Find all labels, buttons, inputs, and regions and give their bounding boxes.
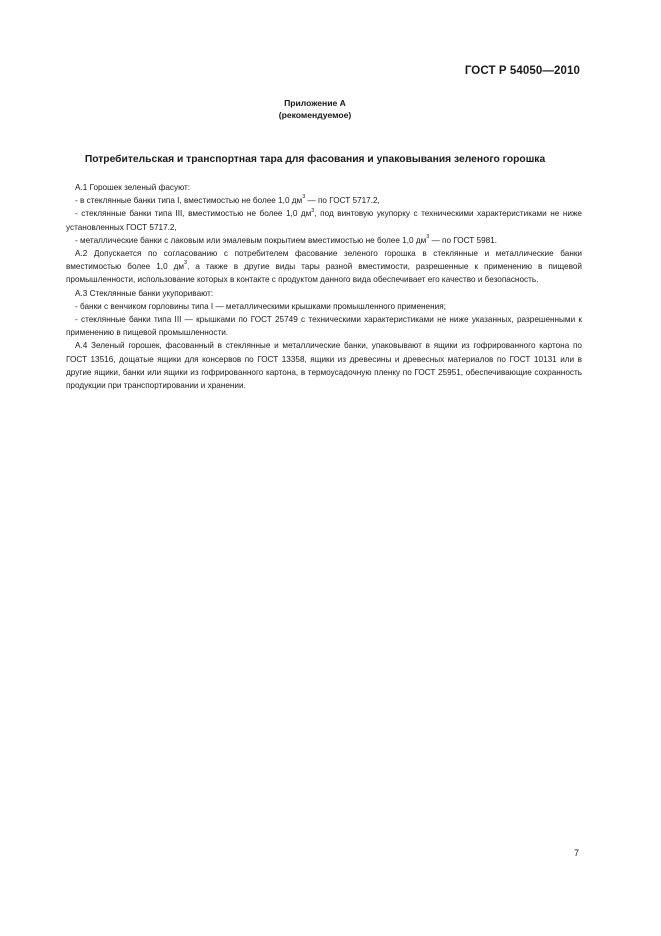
list-item: - стеклянные банки типа III, вместимостью не более 1,0 $дм^3$, под винтовую укупорку с техническими характеристиками не ниже установленных ГОСТ 5717.2, — [66, 207, 582, 232]
list-item: - металлические банки с лаковым или эмалевым покрытием вместимостью не более 1,0 $дм^3$ — по ГОСТ 5981. — [75, 234, 498, 245]
document-code: ГОСТ Р 54050—2010 — [464, 65, 580, 77]
annex-body — [66, 181, 582, 392]
annex-heading — [0, 98, 630, 121]
paragraph-a3: А.3 Стеклянные банки укупоривают: — [75, 288, 214, 298]
paragraph-a2: А.2 Допускается по согласованию с потребителем фасование зеленого горошка в стеклянные и металлические банки вместимостью более 1,0 $дм^3$, а также в другие виды тары разной вместимости, разрешенные к применению в пищевой промышленности, использование которых в контакте с продуктом данного вида обеспечивает его качество и безопасность. — [66, 249, 582, 285]
page-number: 7 — [573, 848, 579, 858]
paragraph-a4: А.4 Зеленый горошек, фасованный в стеклянные и металлические банки, упаковывают в ящики из гофрированного картона по ГОСТ 13516, дощатые ящики для консервов по ГОСТ 13358, ящики из древесины и древесных материалов по ГОСТ 10131 или в другие ящики, банки или ящики из гофрированного картона, в термоусадочную пленку по ГОСТ 25951, обеспечивающие сохранность продукции при транспортировании и хранении. — [66, 341, 582, 391]
annex-title: Приложение А — [284, 98, 346, 108]
section-title: Потребительская и транспортная тара для фасования и упаковывания зеленого горошка — [84, 154, 546, 165]
list-item: - стеклянные банки типа III — крышками по ГОСТ 25749 с техническими характеристиками не ниже указанных, разрешенными к применению в пищевой промышленности. — [66, 315, 582, 338]
list-item: - в стеклянные банки типа I, вместимостью не более 1,0 $дм^3$ — по ГОСТ 5717.2, — [75, 194, 380, 206]
annex-status: (рекомендуемое) — [278, 109, 352, 120]
list-item: - банки с венчиком горловины типа I — металлическими крышками промышленного применения; — [75, 301, 446, 311]
paragraph-a1: А.1 Горошек зеленый фасуют: — [75, 183, 191, 192]
